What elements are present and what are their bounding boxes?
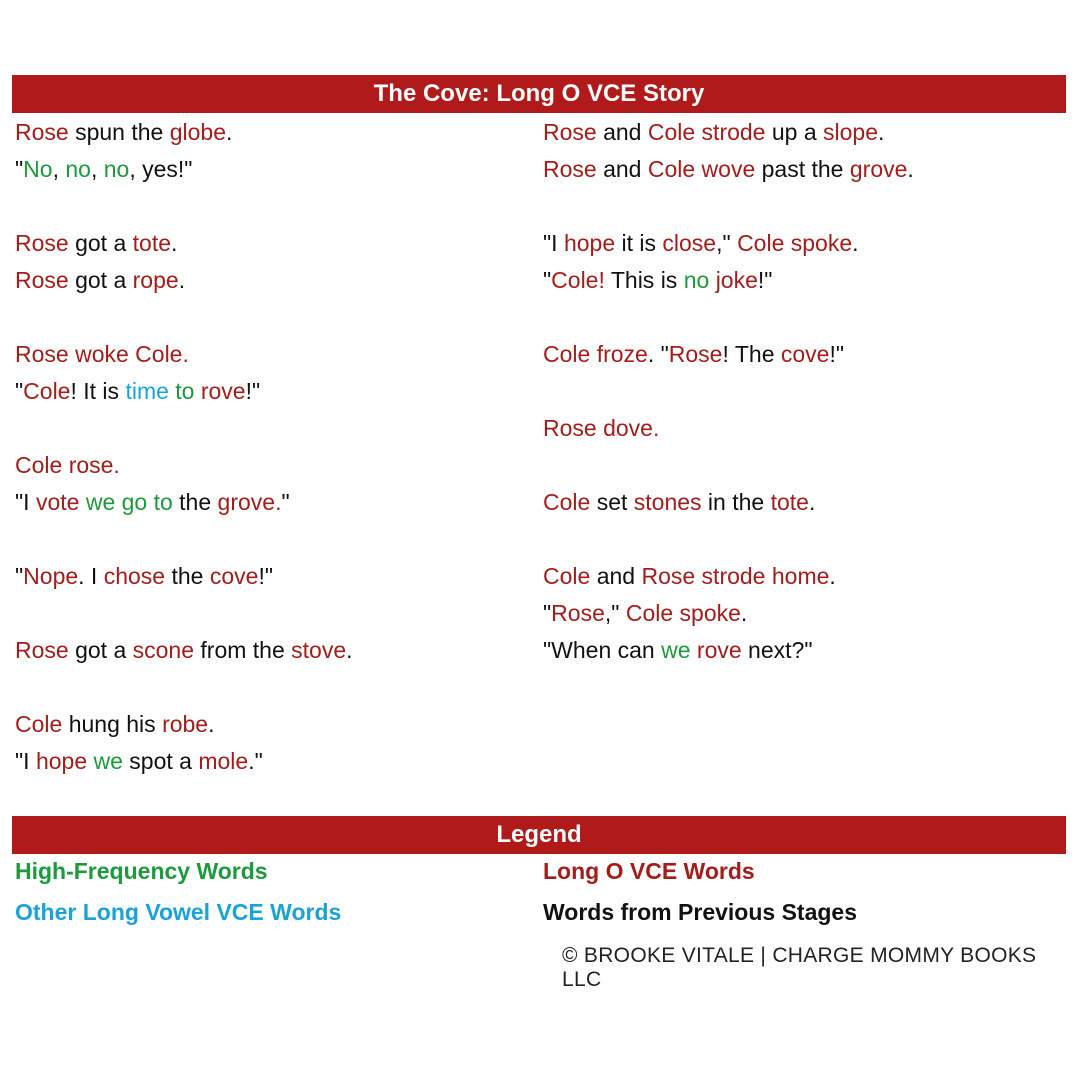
story-word: . — [808, 489, 816, 515]
story-word: Cole froze — [543, 341, 648, 367]
story-word: Cole — [15, 711, 63, 737]
story-line — [15, 447, 353, 484]
story-word: " — [15, 156, 24, 182]
story-word: Rose — [543, 119, 597, 145]
story-word: joke — [715, 267, 758, 293]
story-line — [15, 558, 353, 595]
story-word: cove — [780, 341, 830, 367]
story-word: mole — [198, 748, 249, 774]
blank-line — [543, 521, 914, 558]
story-word: . — [829, 563, 836, 589]
story-word: , yes!" — [129, 156, 193, 182]
story-word: Rose strode home — [641, 563, 830, 589]
story-word: . " — [647, 341, 669, 367]
legend-previous-stages: Words from Previous Stages — [543, 899, 857, 925]
story-line — [15, 743, 353, 780]
story-word: Cole! — [551, 267, 605, 293]
story-word: . — [171, 230, 178, 256]
story-word: . I — [78, 563, 104, 589]
story-word: vote — [35, 489, 80, 515]
story-word: stones — [633, 489, 702, 515]
story-word: " — [281, 489, 290, 515]
story-line — [543, 114, 914, 151]
story-word: globe — [169, 119, 227, 145]
story-word: grove. — [217, 489, 282, 515]
story-word: Cole — [543, 563, 591, 589]
story-word: rope — [132, 267, 179, 293]
story-word: to — [175, 378, 195, 404]
story-word: from the — [194, 637, 292, 663]
blank-line — [15, 595, 353, 632]
story-line — [543, 632, 914, 669]
story-word: we — [93, 748, 123, 774]
story-line — [543, 484, 914, 521]
blank-line — [543, 299, 914, 336]
story-word: it is — [615, 230, 663, 256]
story-word: " — [15, 563, 24, 589]
story-word: . — [226, 119, 233, 145]
blank-line — [15, 410, 353, 447]
story-word: Rose — [543, 156, 597, 182]
story-word: . — [346, 637, 353, 663]
story-word: "I — [15, 489, 36, 515]
story-line — [15, 336, 353, 373]
story-word: hope — [35, 748, 88, 774]
story-word: !" — [829, 341, 845, 367]
story-word: Nope — [23, 563, 79, 589]
story-word: up a — [765, 119, 824, 145]
story-word: Cole — [23, 378, 71, 404]
story-word: " — [15, 378, 24, 404]
story-word: the — [165, 563, 210, 589]
story-word: the — [172, 489, 218, 515]
story-word: , — [90, 156, 104, 182]
legend-long-o-vce: Long O VCE Words — [543, 858, 755, 884]
story-word: . — [852, 230, 859, 256]
blank-line — [543, 447, 914, 484]
story-line — [543, 151, 914, 188]
blank-line — [15, 669, 353, 706]
story-line — [543, 558, 914, 595]
story-word: . — [740, 600, 748, 626]
story-word: Rose dove. — [543, 415, 660, 441]
story-line — [543, 262, 914, 299]
story-word: This is — [604, 267, 684, 293]
story-word: spun the — [68, 119, 170, 145]
story-line — [543, 336, 914, 373]
story-word: got a — [68, 267, 133, 293]
story-line — [15, 632, 353, 669]
story-line — [15, 484, 353, 521]
story-title-bar — [12, 75, 1066, 113]
story-word: " — [543, 600, 552, 626]
story-word: hope — [563, 230, 616, 256]
story-word: cove — [209, 563, 259, 589]
story-word: we go to — [85, 489, 173, 515]
story-line — [543, 410, 914, 447]
story-word: . — [878, 119, 885, 145]
story-word: Rose — [551, 600, 605, 626]
legend-other-long-vowel: Other Long Vowel VCE Words — [15, 899, 342, 925]
story-word: ! The — [722, 341, 781, 367]
blank-line — [15, 188, 353, 225]
story-word: !" — [258, 563, 274, 589]
story-word: Rose — [15, 119, 69, 145]
story-word: rove — [200, 378, 246, 404]
story-word: slope — [823, 119, 879, 145]
story-word: no — [103, 156, 130, 182]
story-word: grove — [849, 156, 908, 182]
story-word: past the — [755, 156, 850, 182]
story-word: tote — [770, 489, 809, 515]
story-line — [15, 225, 353, 262]
story-word: !" — [245, 378, 261, 404]
legend-title: Legend — [496, 821, 582, 848]
story-word: robe — [162, 711, 209, 737]
story-word: !" — [757, 267, 773, 293]
story-word: in the — [701, 489, 771, 515]
story-word: and — [590, 563, 642, 589]
blank-line — [543, 188, 914, 225]
story-word: Cole wove — [647, 156, 756, 182]
story-word: time — [125, 378, 169, 404]
legend-high-frequency: High-Frequency Words — [15, 858, 268, 884]
story-word: Rose — [668, 341, 723, 367]
story-word: ," — [604, 600, 626, 626]
story-word: " — [543, 267, 552, 293]
story-word: scone — [132, 637, 195, 663]
story-word: close — [662, 230, 717, 256]
story-word: Rose — [15, 230, 69, 256]
story-word: tote — [132, 230, 172, 256]
story-line — [15, 262, 353, 299]
blank-line — [543, 373, 914, 410]
story-word: . — [178, 267, 186, 293]
story-word: "When can — [543, 637, 662, 663]
story-word: "I — [543, 230, 564, 256]
story-word: hung his — [62, 711, 163, 737]
story-word: rove — [696, 637, 742, 663]
story-title: The Cove: Long O VCE Story — [373, 80, 705, 107]
story-line — [543, 225, 914, 262]
story-word: got a — [68, 637, 133, 663]
story-word: spot a — [122, 748, 199, 774]
story-word: stove — [291, 637, 347, 663]
story-word: ." — [248, 748, 263, 774]
story-word: . — [907, 156, 914, 182]
story-line — [15, 706, 353, 743]
story-word: next?" — [741, 637, 813, 663]
story-word: Rose woke Cole. — [15, 341, 189, 367]
story-word: "I — [15, 748, 36, 774]
story-word: ," — [716, 230, 738, 256]
story-word: set — [590, 489, 634, 515]
story-word: Cole rose. — [15, 452, 120, 478]
story-word: No — [23, 156, 53, 182]
story-word: . — [208, 711, 215, 737]
story-word: got a — [68, 230, 133, 256]
legend-bar — [12, 816, 1066, 854]
story-line — [15, 373, 353, 410]
story-word: and — [596, 119, 648, 145]
story-word: Rose — [15, 637, 69, 663]
blank-line — [15, 299, 353, 336]
story-word: Cole strode — [647, 119, 766, 145]
story-line — [15, 114, 353, 151]
copyright-notice: © BROOKE VITALE | CHARGE MOMMY BOOKS LLC — [562, 944, 1037, 991]
story-word: Cole spoke — [737, 230, 853, 256]
story-word: and — [596, 156, 648, 182]
story-word: , — [52, 156, 66, 182]
story-left-column — [15, 114, 353, 780]
blank-line — [15, 521, 353, 558]
story-word: chose — [103, 563, 166, 589]
story-right-column — [543, 114, 914, 669]
story-word: no — [683, 267, 710, 293]
story-line — [543, 595, 914, 632]
story-word: Cole spoke — [625, 600, 741, 626]
story-line — [15, 151, 353, 188]
story-word: Cole — [543, 489, 591, 515]
story-word: no — [65, 156, 91, 182]
story-word: Rose — [15, 267, 69, 293]
story-word: ! It is — [70, 378, 126, 404]
story-word: we — [661, 637, 691, 663]
